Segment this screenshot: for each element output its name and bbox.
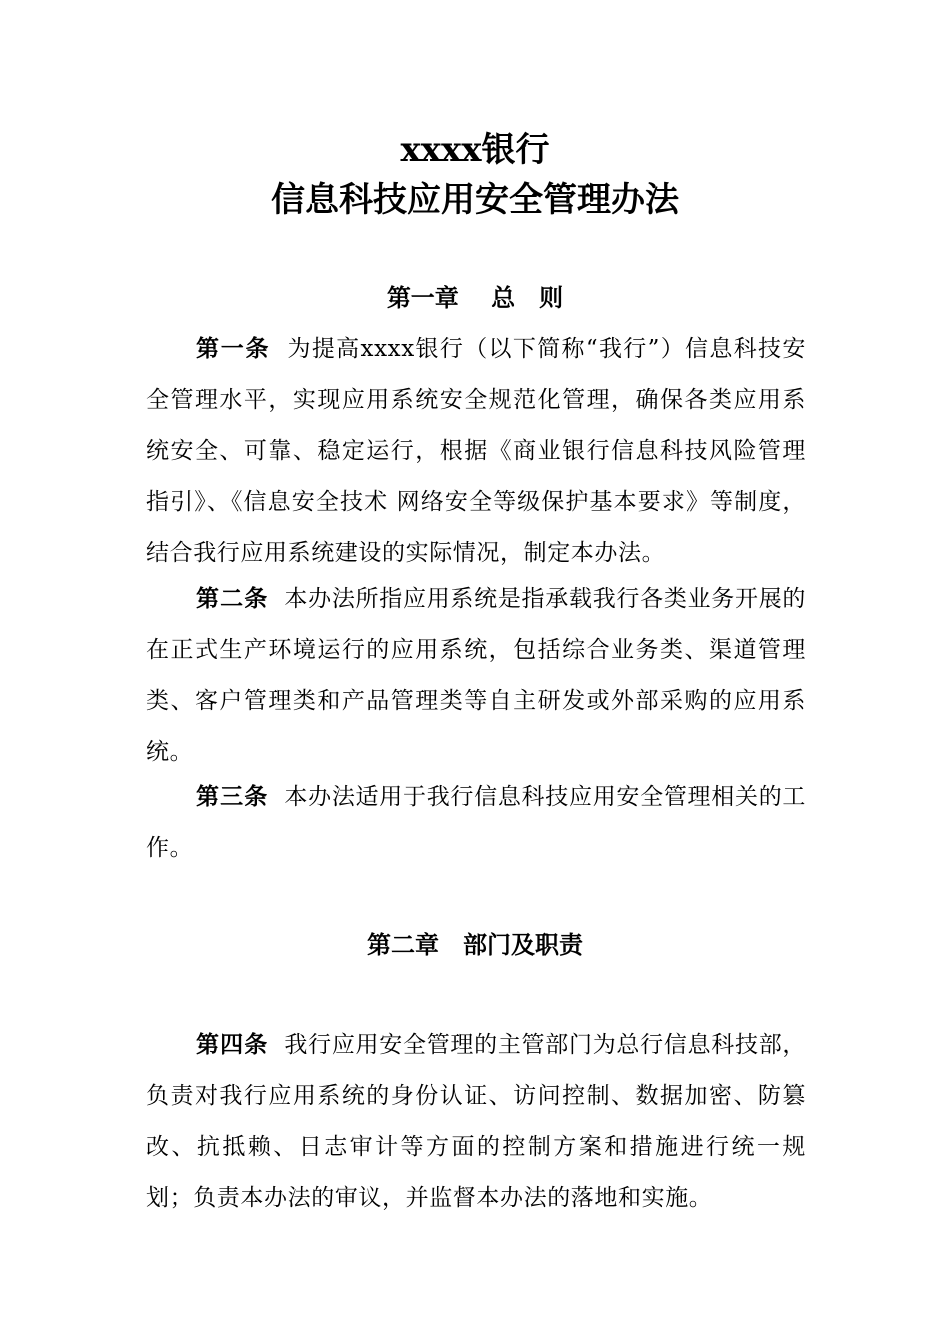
article-text: 为提高xxxx银行（以下简称“我行”）信息科技安全管理水平，实现应用系统安全规范化管理，确保各类应用系统安全、可靠、稳定运行，根据《商业银行信息科技风险管理指引》、《信息安全技术 网络安全等级保护基本要求》等制度，结合我行应用系统建设的实际情况，制定本办法。: [146, 336, 806, 566]
article-paragraph: [146, 772, 806, 874]
chapter-heading: 第一章 总 则: [386, 284, 564, 312]
article-text: 本办法适用于我行信息科技应用安全管理相关的工作。: [146, 784, 807, 861]
article-label: 第二条: [196, 586, 269, 612]
article-label: 第四条: [196, 1032, 269, 1058]
article-text: 本办法所指应用系统是指承载我行各类业务开展的在正式生产环境运行的应用系统，包括综合业务类、渠道管理类、客户管理类和产品管理类等自主研发或外部采购的应用系统。: [146, 586, 807, 765]
chapter-heading: 第二章 部门及职责: [367, 931, 583, 959]
article-paragraph: [146, 574, 806, 778]
article-label: 第一条: [196, 336, 271, 362]
article-text: 我行应用安全管理的主管部门为总行信息科技部，负责对我行应用系统的身份认证、访问控制、数据加密、防篡改、抗抵赖、日志审计等方面的控制方案和措施进行统一规划；负责本办法的审议，并监督本办法的落地和实施。: [146, 1032, 807, 1211]
article-paragraph: [146, 1020, 806, 1224]
article-label: 第三条: [196, 784, 269, 810]
article-paragraph: [146, 324, 806, 579]
document-title-line2: 信息科技应用安全管理办法: [271, 180, 679, 220]
document-title-line1: xxxx银行: [400, 130, 550, 170]
